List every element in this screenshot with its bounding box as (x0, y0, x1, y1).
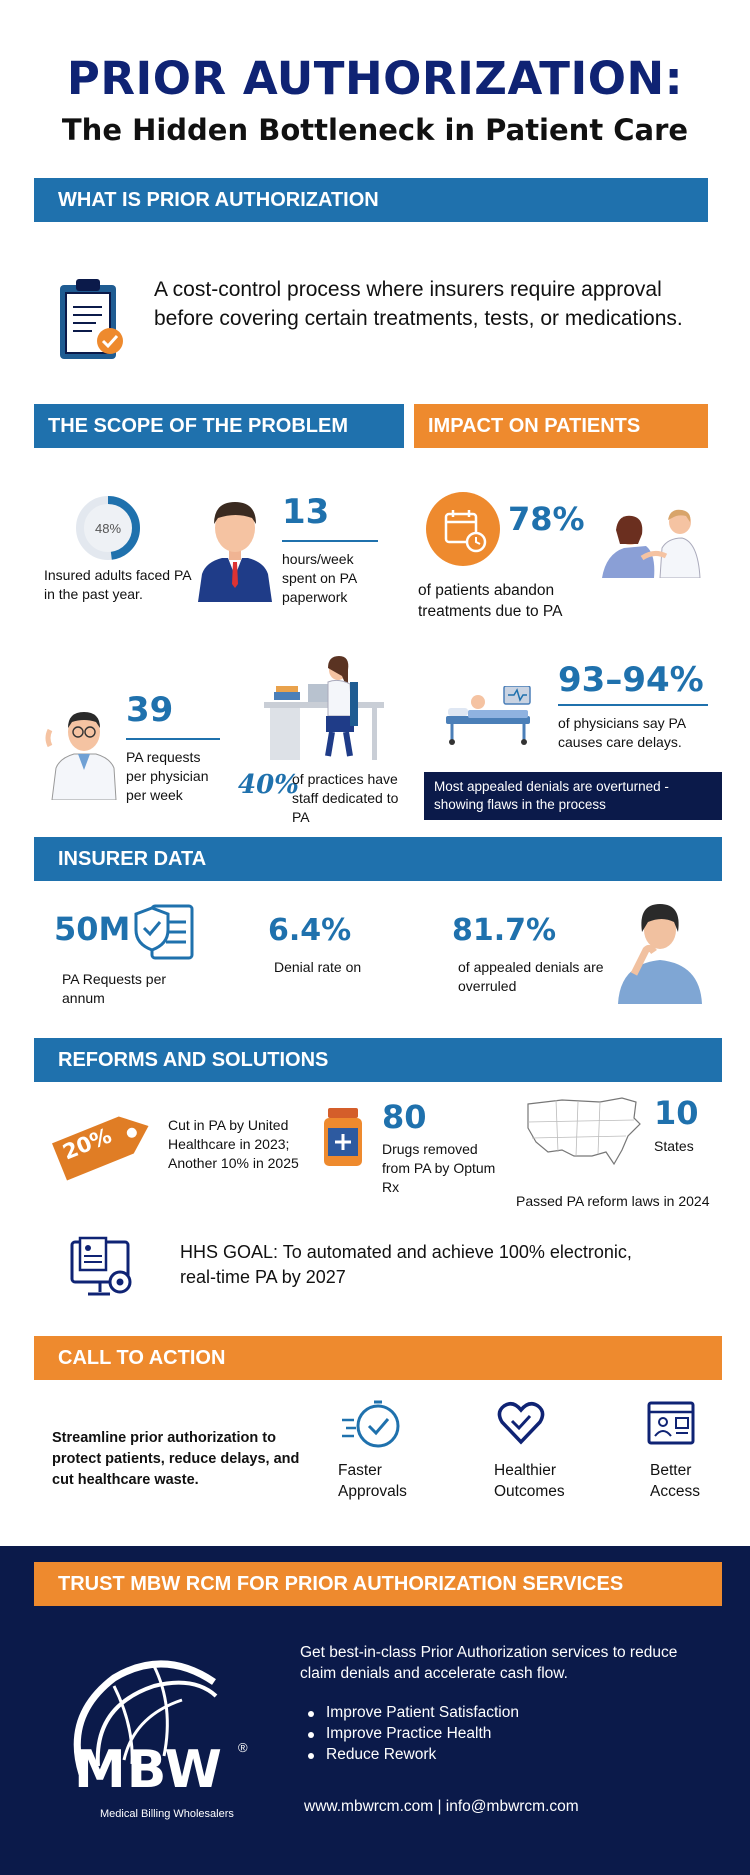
stat-adults-label: Insured adults faced PA in the past year. (44, 567, 191, 602)
donut-chart-48 (74, 494, 142, 562)
section-header-impact (414, 404, 708, 448)
stat-abandon-label: of patients abandon treatments due to PA (418, 582, 563, 620)
mbw-logo-text: MBW (74, 1740, 223, 1800)
stat-delays-value: 93–94% (558, 660, 704, 700)
stat-denial-label: Denial rate on (274, 959, 362, 975)
drugs-removed-value: 80 (382, 1098, 427, 1136)
businessman-illustration (192, 496, 278, 602)
hhs-goal-text: HHS GOAL: To automated and achieve 100% electronic, real-time PA by 2027 (180, 1242, 632, 1287)
stat-denial-value: 6.4% (268, 913, 352, 948)
stat-abandon-value: 78% (508, 500, 585, 538)
clipboard-check-icon (56, 277, 128, 363)
stat-delays-rule (558, 704, 708, 706)
states-label: States (654, 1138, 694, 1154)
stat-requests-label: PA requests per physician per week (126, 749, 209, 803)
footer-contact-link[interactable]: www.mbwrcm.com | info@mbwrcm.com (304, 1798, 579, 1815)
section-header-insurer (34, 837, 722, 881)
fast-check-icon (340, 1398, 404, 1450)
stat-requests-annum-value: 50M (54, 910, 131, 948)
mbw-logo (54, 1656, 254, 1836)
states-value: 10 (654, 1094, 699, 1132)
us-map-icon (522, 1090, 646, 1170)
stat-overruled-label: of appealed denials are overruled (458, 959, 604, 994)
office-worker-illustration (262, 656, 386, 760)
stat-practices-label: of practices have staff dedicated to PA (292, 771, 399, 825)
stat-requests-value: 39 (126, 690, 174, 730)
section-header-label: REFORMS AND SOLUTIONS (58, 1048, 329, 1071)
doctor-illustration (44, 702, 124, 800)
thinking-woman-illustration (612, 898, 708, 1004)
section-header-label: WHAT IS PRIOR AUTHORIZATION (58, 188, 379, 211)
hospital-bed-illustration (442, 686, 552, 746)
mbw-registered-mark: ® (238, 1740, 248, 1755)
page-title: PRIOR AUTHORIZATION: (66, 52, 684, 105)
footer-bullet: Reduce Rework (300, 1744, 700, 1765)
footer-bullets (300, 1702, 700, 1765)
what-is-text: A cost-control process where insurers require approval before covering certain treatments, tests, or medications. (154, 278, 683, 330)
reform-cut-label: Cut in PA by United Healthcare in 2023; Another 10% in 2025 (168, 1117, 299, 1171)
section-header-label: IMPACT ON PATIENTS (428, 414, 641, 437)
patient-care-illustration (602, 504, 704, 578)
footer-bullet: Improve Practice Health (300, 1723, 700, 1744)
medicine-bottle-icon (322, 1106, 364, 1168)
overturned-note-text: Most appealed denials are overturned - showing flaws in the process (434, 779, 669, 812)
stat-hours-rule (282, 540, 378, 542)
section-header-cta (34, 1336, 722, 1380)
section-header-scope (34, 404, 404, 448)
computer-document-gear-icon (70, 1236, 136, 1300)
stat-overruled-value: 81.7% (452, 913, 557, 948)
states-caption: Passed PA reform laws in 2024 (516, 1193, 710, 1209)
cta-item-faster-label: Faster Approvals (338, 1462, 407, 1500)
medical-portal-icon (646, 1400, 696, 1446)
calendar-clock-icon (426, 492, 500, 566)
footer-bullet: Improve Patient Satisfaction (300, 1702, 700, 1723)
price-tag-value: 20% (59, 1123, 115, 1165)
cta-item-healthier-label: Healthier Outcomes (494, 1462, 565, 1500)
section-header-label: THE SCOPE OF THE PROBLEM (48, 414, 349, 437)
page-subtitle: The Hidden Bottleneck in Patient Care (61, 113, 689, 147)
heart-check-icon (496, 1400, 546, 1446)
stat-hours-label: hours/week spent on PA paperwork (282, 551, 357, 605)
stat-requests-annum-label: PA Requests per annum (62, 971, 167, 1006)
section-header-reforms (34, 1038, 722, 1082)
section-header-label: CALL TO ACTION (58, 1346, 226, 1369)
section-header-what-is (34, 178, 708, 222)
cta-text: Streamline prior authorization to protect patients, reduce delays, and cut healthcare waste. (52, 1430, 300, 1488)
drugs-removed-label: Drugs removed from PA by Optum Rx (382, 1141, 496, 1195)
stat-delays-label: of physicians say PA causes care delays. (558, 715, 686, 750)
stat-requests-rule (126, 738, 220, 740)
donut-value: 48% (94, 521, 122, 536)
mbw-logo-tagline: Medical Billing Wholesalers (100, 1808, 234, 1820)
shield-document-icon (132, 900, 196, 962)
footer (0, 1546, 750, 1875)
stat-hours-value: 13 (282, 492, 330, 532)
footer-banner-label: TRUST MBW RCM FOR PRIOR AUTHORIZATION SERVICES (58, 1572, 624, 1595)
footer-banner (34, 1562, 722, 1606)
overturned-note (424, 772, 722, 820)
section-header-label: INSURER DATA (58, 847, 207, 870)
footer-intro: Get best-in-class Prior Authorization services to reduce claim denials and accelerate cash flow. (300, 1644, 678, 1682)
stat-practices-value: 40% (238, 770, 299, 800)
cta-item-access-label: Better Access (650, 1462, 700, 1500)
